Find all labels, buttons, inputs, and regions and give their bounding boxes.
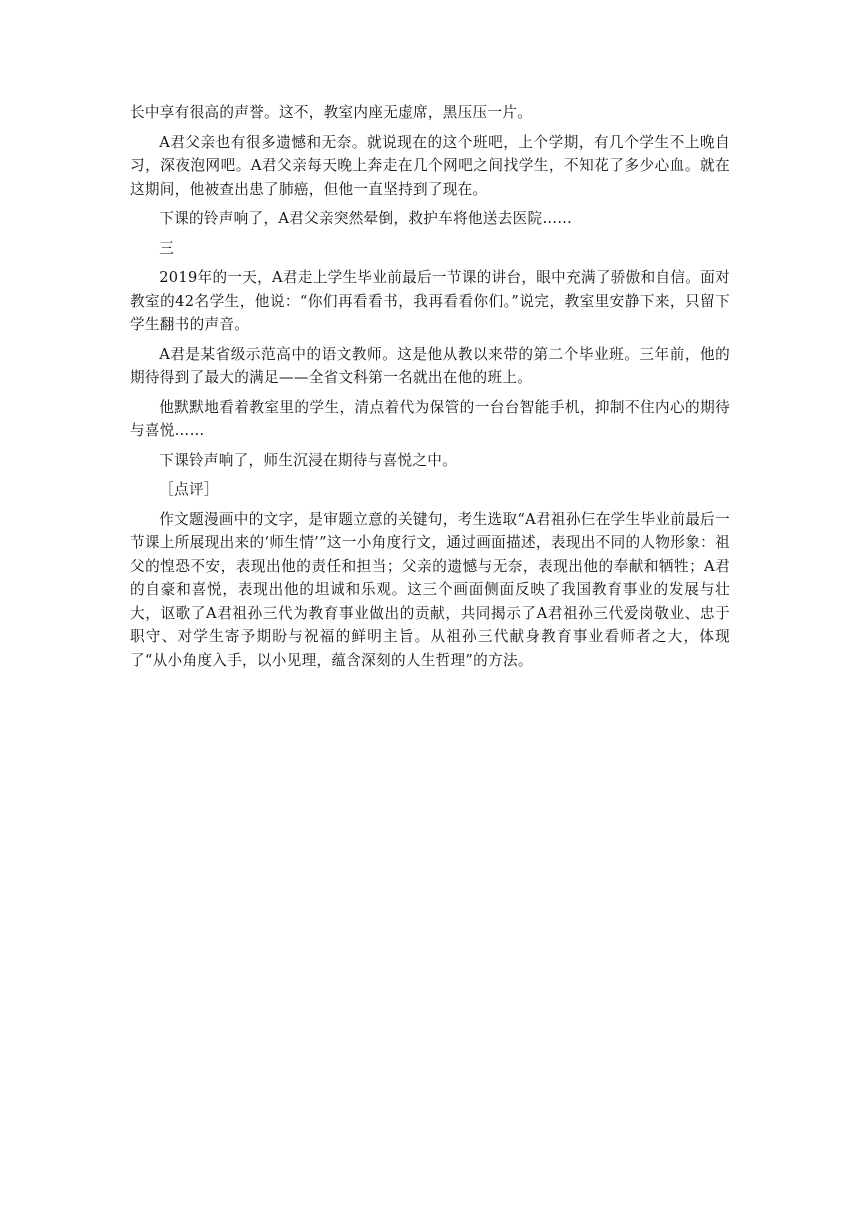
- paragraph-father-collapse: 下课的铃声响了，A君父亲突然晕倒，救护车将他送去医院……: [159, 210, 573, 227]
- paragraph-a-jun-lecture: 2019年的一天，A君走上学生毕业前最后一节课的讲台，眼中充满了骄傲和自信。面对教室的42名学生，他说：“你们再看看书，我再看看你们。”说完，教室里安静下来，只留下学生翻书的声音。: [130, 269, 730, 333]
- paragraph-a-jun-teacher: A君是某省级示范高中的语文教师。这是他从教以来带的第二个毕业班。三年前，他的期待得到了最大的满足——全省文科第一名就出在他的班上。: [130, 345, 730, 386]
- paragraph-father-regrets: A君父亲也有很多遗憾和无奈。就说现在的这个班吧，上个学期，有几个学生不上晚自习，深夜泡网吧。A君父亲每天晚上奔走在几个网吧之间找学生，不知花了多少心血。就在这期间，他被查出患了肺癌，但他一直坚持到了现在。: [130, 133, 730, 198]
- commentary-body: 作文题漫画中的文字，是审题立意的关键句，考生选取“A君祖孙仨在学生毕业前最后一节课上所展现出来的‘师生情’”这一小角度行文，通过画面描述，表现出不同的人物形象：祖父的惶恐不安，表现出他的责任和担当；父亲的遗憾与无奈，表现出他的奉献和牺牲；A君的自豪和喜悦，表现出他的坦诚和乐观。这三个画面侧面反映了我国教育事业的发展与壮大，讴歌了A君祖孙三代为教育事业做出的贡献，共同揭示了A君祖孙三代爱岗敬业、忠于职守、对学生寄予期盼与祝福的鲜明主旨。从祖孙三代献身教育事业看师者之大，体现了“从小角度入手，以小见理，蕴含深刻的人生哲理”的方法。: [130, 510, 730, 669]
- paragraph-a-jun-phones: 他默默地看着教室里的学生，清点着代为保管的一台台智能手机，抑制不住内心的期待与喜悦……: [130, 398, 730, 439]
- paragraph-continuation: 长中享有很高的声誉。这不，教室内座无虚席，黑压压一片。: [130, 104, 533, 121]
- document-page: [130, 101, 730, 678]
- section-heading-three: 三: [159, 239, 175, 257]
- commentary-heading: ［点评］: [159, 481, 219, 498]
- paragraph-class-end: 下课铃声响了，师生沉浸在期待与喜悦之中。: [159, 451, 458, 469]
